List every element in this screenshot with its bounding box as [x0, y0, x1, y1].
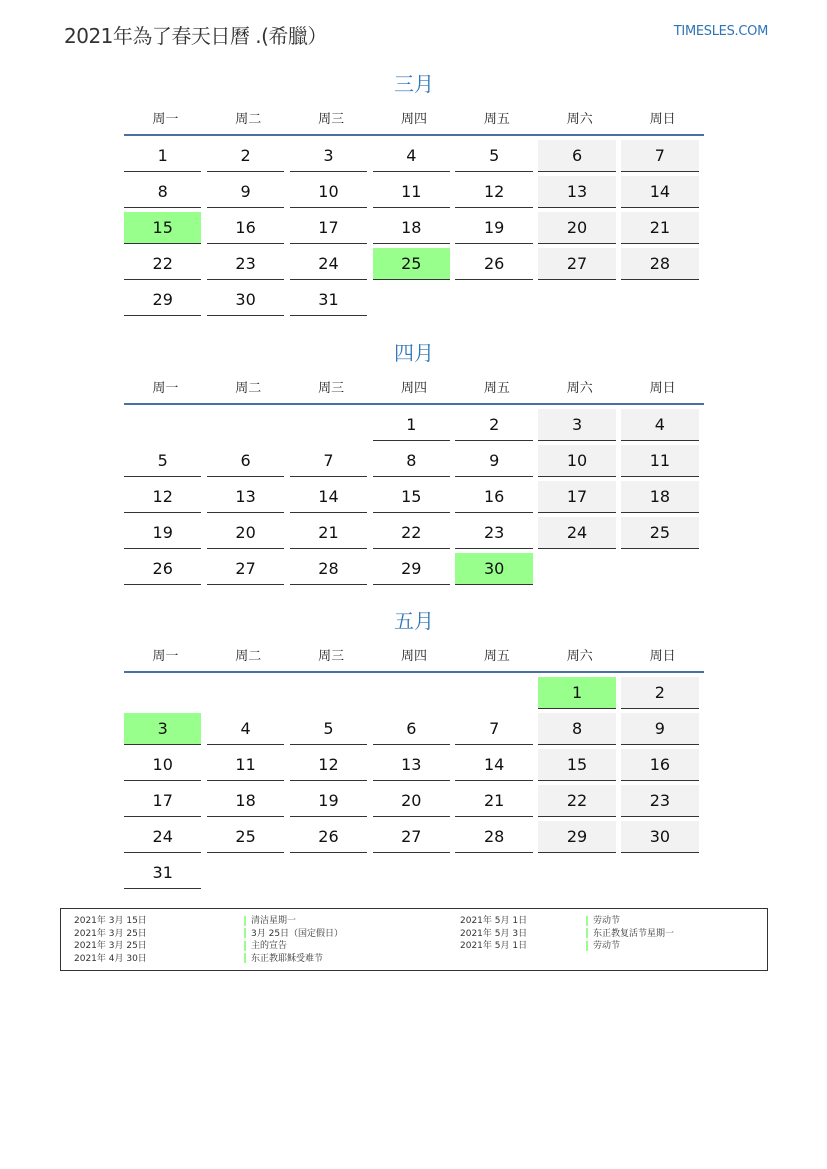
- day-cell: 27: [373, 821, 450, 853]
- month-title: 三月: [394, 72, 434, 96]
- day-cell: 30: [455, 553, 532, 585]
- week-row: [124, 481, 704, 517]
- day-cell: 7: [455, 713, 532, 745]
- legend-date: 2021年 5月 1日: [460, 916, 528, 926]
- legend-holiday-name: 东正教复活节星期一: [586, 928, 674, 941]
- weekday-header: [124, 377, 704, 403]
- weekday-label: 周四: [401, 381, 428, 396]
- day-cell: 1: [538, 677, 615, 709]
- day-cell: 27: [538, 248, 615, 280]
- day-cell: 3: [124, 713, 201, 745]
- day-cell: 21: [455, 785, 532, 817]
- day-cell: 18: [207, 785, 284, 817]
- day-cell: 7: [621, 140, 698, 172]
- empty-cell: [621, 284, 698, 316]
- day-cell: 6: [373, 713, 450, 745]
- weekday-label: 周三: [318, 112, 345, 127]
- day-cell: 8: [538, 713, 615, 745]
- legend-date: 2021年 3月 15日: [74, 916, 147, 926]
- weekday-label: 周一: [152, 649, 179, 664]
- day-cell: 4: [373, 140, 450, 172]
- day-cell: 10: [124, 749, 201, 781]
- empty-cell: [538, 553, 615, 585]
- holiday-marker: [586, 941, 588, 951]
- month-block: [124, 70, 704, 320]
- header-rule: [124, 671, 704, 673]
- day-cell: 16: [207, 212, 284, 244]
- empty-cell: [621, 857, 698, 889]
- day-cell: 19: [455, 212, 532, 244]
- holiday-marker: [244, 941, 246, 951]
- day-cell: 1: [124, 140, 201, 172]
- weekday-label: 周六: [566, 112, 593, 127]
- holiday-marker: [586, 928, 588, 938]
- legend-date: 2021年 3月 25日: [74, 941, 147, 951]
- day-cell: 2: [207, 140, 284, 172]
- weekday-label: 周二: [235, 649, 262, 664]
- legend-left-dates: [74, 915, 147, 965]
- week-row: [124, 248, 704, 284]
- day-cell: 30: [207, 284, 284, 316]
- weekday-header: [124, 108, 704, 134]
- day-cell: 2: [455, 409, 532, 441]
- month-block: [124, 607, 704, 893]
- empty-cell: [290, 857, 367, 889]
- day-cell: 8: [124, 176, 201, 208]
- legend-left-names: [244, 915, 343, 965]
- day-cell: 23: [621, 785, 698, 817]
- week-row: [124, 677, 704, 713]
- holiday-marker: [244, 916, 246, 926]
- day-cell: 5: [455, 140, 532, 172]
- day-cell: 16: [455, 481, 532, 513]
- week-row: [124, 749, 704, 785]
- weekday-header: [124, 645, 704, 671]
- week-row: [124, 140, 704, 176]
- empty-cell: [455, 284, 532, 316]
- day-cell: 9: [455, 445, 532, 477]
- day-cell: 29: [124, 284, 201, 316]
- empty-cell: [290, 409, 367, 441]
- weekday-label: 周日: [649, 112, 676, 127]
- weekday-label: 周二: [235, 112, 262, 127]
- site-link[interactable]: TIMESLES.COM: [673, 24, 768, 39]
- weekday-label: 周二: [235, 381, 262, 396]
- day-cell: 19: [124, 517, 201, 549]
- day-cell: 16: [621, 749, 698, 781]
- holiday-marker: [244, 928, 246, 938]
- month-title: 五月: [394, 609, 434, 633]
- day-cell: 29: [538, 821, 615, 853]
- day-cell: 13: [538, 176, 615, 208]
- weekday-label: 周三: [318, 649, 345, 664]
- day-cell: 18: [621, 481, 698, 513]
- header-rule: [124, 134, 704, 136]
- week-row: [124, 445, 704, 481]
- day-cell: 7: [290, 445, 367, 477]
- weekday-label: 周五: [483, 381, 510, 396]
- day-cell: 12: [290, 749, 367, 781]
- day-cell: 21: [621, 212, 698, 244]
- day-cell: 15: [373, 481, 450, 513]
- day-cell: 28: [290, 553, 367, 585]
- day-cell: 28: [455, 821, 532, 853]
- legend-right-names: [586, 915, 674, 953]
- legend-date: 2021年 3月 25日: [74, 928, 147, 939]
- empty-cell: [373, 677, 450, 709]
- legend-right-dates: [460, 915, 527, 953]
- day-cell: 14: [621, 176, 698, 208]
- weekday-label: 周四: [401, 112, 428, 127]
- day-cell: 6: [538, 140, 615, 172]
- weekday-label: 周六: [566, 649, 593, 664]
- day-cell: 11: [207, 749, 284, 781]
- empty-cell: [373, 857, 450, 889]
- legend-date: 2021年 5月 3日: [460, 928, 528, 939]
- day-cell: 14: [455, 749, 532, 781]
- day-cell: 17: [290, 212, 367, 244]
- empty-cell: [207, 677, 284, 709]
- empty-cell: [373, 284, 450, 316]
- day-cell: 12: [455, 176, 532, 208]
- day-cell: 12: [124, 481, 201, 513]
- day-cell: 23: [207, 248, 284, 280]
- weekday-label: 周四: [401, 649, 428, 664]
- legend-holiday-name: 劳动节: [586, 915, 674, 928]
- day-cell: 1: [373, 409, 450, 441]
- weekday-label: 周五: [483, 649, 510, 664]
- week-row: [124, 517, 704, 553]
- day-cell: 17: [538, 481, 615, 513]
- day-cell: 30: [621, 821, 698, 853]
- legend-holiday-name: 清洁星期一: [244, 915, 343, 928]
- day-cell: 17: [124, 785, 201, 817]
- week-row: [124, 176, 704, 212]
- day-cell: 26: [124, 553, 201, 585]
- day-cell: 20: [373, 785, 450, 817]
- day-cell: 22: [538, 785, 615, 817]
- day-cell: 11: [621, 445, 698, 477]
- weekday-label: 周六: [566, 381, 593, 396]
- day-cell: 15: [124, 212, 201, 244]
- holiday-legend: [60, 908, 768, 971]
- day-cell: 26: [455, 248, 532, 280]
- legend-holiday-name: 3月 25日（国定假日）: [244, 928, 343, 941]
- day-cell: 18: [373, 212, 450, 244]
- day-cell: 10: [290, 176, 367, 208]
- month-block: [124, 339, 704, 589]
- empty-cell: [290, 677, 367, 709]
- day-cell: 5: [290, 713, 367, 745]
- holiday-marker: [586, 916, 588, 926]
- weekday-label: 周三: [318, 381, 345, 396]
- weekday-label: 周日: [649, 381, 676, 396]
- empty-cell: [124, 677, 201, 709]
- empty-cell: [621, 553, 698, 585]
- weekday-label: 周一: [152, 112, 179, 127]
- holiday-marker: [244, 953, 246, 963]
- day-cell: 2: [621, 677, 698, 709]
- day-cell: 13: [207, 481, 284, 513]
- day-cell: 25: [373, 248, 450, 280]
- day-cell: 24: [290, 248, 367, 280]
- weekday-label: 周一: [152, 381, 179, 396]
- day-cell: 22: [124, 248, 201, 280]
- weekday-label: 周五: [483, 112, 510, 127]
- day-cell: 14: [290, 481, 367, 513]
- legend-holiday-name: 主的宣告: [244, 940, 343, 953]
- day-cell: 21: [290, 517, 367, 549]
- day-cell: 3: [538, 409, 615, 441]
- day-cell: 6: [207, 445, 284, 477]
- day-cell: 24: [538, 517, 615, 549]
- legend-holiday-name: 东正教耶稣受难节: [244, 953, 343, 966]
- day-cell: 10: [538, 445, 615, 477]
- day-cell: 4: [621, 409, 698, 441]
- day-cell: 19: [290, 785, 367, 817]
- day-cell: 23: [455, 517, 532, 549]
- week-row: [124, 409, 704, 445]
- day-cell: 24: [124, 821, 201, 853]
- day-cell: 20: [538, 212, 615, 244]
- empty-cell: [538, 284, 615, 316]
- day-cell: 28: [621, 248, 698, 280]
- day-cell: 15: [538, 749, 615, 781]
- week-row: [124, 713, 704, 749]
- weekday-label: 周日: [649, 649, 676, 664]
- day-cell: 20: [207, 517, 284, 549]
- legend-date: 2021年 4月 30日: [74, 953, 147, 964]
- day-cell: 26: [290, 821, 367, 853]
- day-cell: 13: [373, 749, 450, 781]
- day-cell: 27: [207, 553, 284, 585]
- day-cell: 4: [207, 713, 284, 745]
- page-title: 2021年為了春天日曆 .(希臘）: [64, 24, 327, 48]
- empty-cell: [455, 677, 532, 709]
- legend-holiday-name: 劳动节: [586, 940, 674, 953]
- empty-cell: [207, 409, 284, 441]
- day-cell: 31: [290, 284, 367, 316]
- legend-date: 2021年 5月 1日: [460, 941, 528, 951]
- week-row: [124, 857, 704, 893]
- day-cell: 31: [124, 857, 201, 889]
- header-rule: [124, 403, 704, 405]
- day-cell: 11: [373, 176, 450, 208]
- empty-cell: [538, 857, 615, 889]
- day-cell: 8: [373, 445, 450, 477]
- day-cell: 5: [124, 445, 201, 477]
- week-row: [124, 284, 704, 320]
- week-row: [124, 553, 704, 589]
- day-cell: 25: [207, 821, 284, 853]
- week-row: [124, 785, 704, 821]
- day-cell: 25: [621, 517, 698, 549]
- week-row: [124, 821, 704, 857]
- day-cell: 9: [207, 176, 284, 208]
- day-cell: 3: [290, 140, 367, 172]
- week-row: [124, 212, 704, 248]
- empty-cell: [455, 857, 532, 889]
- month-title: 四月: [394, 341, 434, 365]
- empty-cell: [124, 409, 201, 441]
- day-cell: 9: [621, 713, 698, 745]
- day-cell: 22: [373, 517, 450, 549]
- empty-cell: [207, 857, 284, 889]
- day-cell: 29: [373, 553, 450, 585]
